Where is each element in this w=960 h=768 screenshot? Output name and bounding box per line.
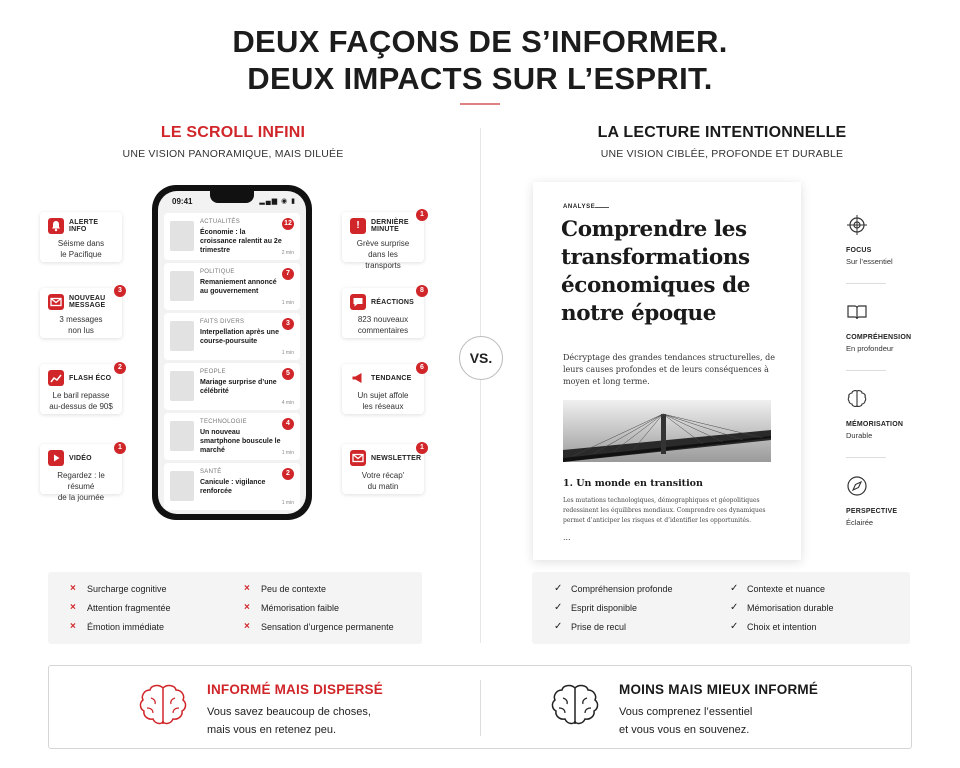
check-icon: ✓	[730, 602, 739, 613]
summary-right	[619, 682, 899, 739]
phone-notch	[210, 191, 254, 203]
status-icons: ▂▄▆ ◉ ▮	[259, 198, 296, 205]
feed-badge: 2	[282, 468, 294, 480]
notification-text: Un sujet affole	[357, 391, 409, 400]
notification-badge: 1	[416, 442, 428, 454]
benefit-perspective	[846, 475, 926, 527]
exclamation-icon: !	[350, 218, 366, 234]
benefit-separator	[846, 370, 886, 371]
feed-item[interactable]	[164, 313, 300, 360]
summary-right-text: Vous comprenez l’essentiel	[619, 706, 753, 718]
check-icon: ✓	[730, 621, 739, 632]
feed-item[interactable]	[164, 413, 300, 460]
list-item: ✓ Esprit disponible	[554, 602, 638, 613]
notification-text: de la journée	[57, 493, 105, 502]
feed-headline: Canicule : vigilance renforcée	[200, 479, 266, 495]
comment-icon	[350, 294, 366, 310]
feed-category: SANTÉ	[200, 469, 222, 475]
bridge-photo	[563, 400, 771, 462]
left-column-title: LE SCROLL INFINI	[160, 124, 306, 141]
brain-scattered-icon	[137, 682, 189, 730]
feed-headline: Mariage surprise d’une célébrité	[200, 379, 277, 395]
notification-title: NOUVEAU MESSAGE	[69, 295, 106, 309]
feed-thumbnail	[170, 471, 194, 501]
benefit-comprehension	[846, 301, 926, 353]
benefit-focus	[846, 214, 926, 266]
book-icon	[846, 301, 868, 323]
article-kicker: ANALYSE	[563, 204, 596, 210]
list-item: × Sensation d’urgence permanente	[244, 621, 394, 632]
bell-icon	[48, 218, 64, 234]
title-divider	[460, 103, 500, 105]
benefit-separator	[846, 283, 886, 284]
article-card[interactable]	[533, 182, 801, 560]
notification-text: Séisme dans	[57, 239, 105, 248]
play-icon	[48, 450, 64, 466]
notification-card[interactable]	[342, 212, 424, 270]
article-deck: Décryptage des grandes tendances structurelles, de leurs causes profondes et de leurs conséquences à moyen et long terme.	[563, 353, 775, 386]
summary-left-text: mais vous en retenez peu.	[207, 724, 337, 736]
feed-thumbnail	[170, 321, 194, 351]
notification-text: au-dessus de 90$	[49, 402, 113, 411]
feed-badge: 7	[282, 268, 294, 280]
article-headline	[561, 216, 781, 328]
list-item: ✓ Choix et intention	[730, 621, 817, 632]
headline-line: notre époque	[561, 301, 716, 326]
benefit-desc: En profondeur	[846, 344, 894, 353]
notification-title: TENDANCE	[371, 374, 412, 382]
right-column-title: LA LECTURE INTENTIONNELLE	[597, 124, 847, 141]
benefit-separator	[846, 457, 886, 458]
headline-line: Comprendre les	[561, 217, 747, 242]
notification-badge: 8	[416, 285, 428, 297]
notification-text: Grève surprise	[356, 239, 410, 248]
left-column-subtitle: UNE VISION PANORAMIQUE, MAIS DILUÉE	[122, 148, 344, 160]
list-item: × Mémorisation faible	[244, 602, 340, 613]
summary-box	[48, 665, 912, 749]
notification-text: les réseaux	[362, 402, 404, 411]
feed-thumbnail	[170, 421, 194, 451]
notification-title: FLASH ÉCO	[69, 374, 112, 382]
notification-badge: 2	[114, 362, 126, 374]
feed-time: 4 min	[281, 400, 294, 406]
notification-card[interactable]	[40, 212, 122, 262]
news-feed[interactable]	[164, 213, 300, 510]
article-section-title: 1. Un monde en transition	[563, 478, 703, 489]
notification-title: DERNIÈRE MINUTE	[371, 219, 409, 233]
list-item: ✓ Prise de recul	[554, 621, 627, 632]
feed-badge: 3	[282, 318, 294, 330]
list-item: ✓ Contexte et nuance	[730, 583, 826, 594]
drawbacks-list	[48, 572, 422, 644]
benefit-memorisation	[846, 388, 926, 440]
summary-right-title: MOINS MAIS MIEUX INFORMÉ	[619, 682, 819, 697]
feed-category: TECHNOLOGIE	[200, 419, 247, 425]
kicker-line	[595, 207, 609, 208]
notification-title: VIDÉO	[69, 454, 92, 462]
feed-time: 1 min	[281, 450, 294, 456]
feed-item[interactable]	[164, 363, 300, 410]
chart-icon	[48, 370, 64, 386]
notification-text: 3 messages	[59, 315, 103, 324]
notification-text: commentaires	[357, 326, 409, 335]
notification-text: 823 nouveaux	[357, 315, 409, 324]
notification-badge: 3	[114, 285, 126, 297]
right-column-subtitle: UNE VISION CIBLÉE, PROFONDE ET DURABLE	[600, 148, 844, 160]
summary-divider	[480, 680, 481, 736]
feed-category: POLITIQUE	[200, 269, 235, 275]
main-title-line-2: DEUX IMPACTS SUR L’ESPRIT.	[247, 61, 713, 96]
feed-headline: Remaniement annoncé au gouvernement	[200, 279, 277, 295]
notification-card[interactable]	[40, 288, 122, 338]
feed-thumbnail	[170, 221, 194, 251]
notification-badge: 1	[114, 442, 126, 454]
feed-item[interactable]	[164, 463, 300, 510]
notification-text: Votre récap'	[361, 471, 405, 480]
notification-badge: 6	[416, 362, 428, 374]
notification-text: Regardez : le résumé	[57, 471, 105, 491]
phone-time: 09:41	[172, 197, 193, 206]
check-icon: ✓	[554, 583, 563, 594]
notification-badge: 1	[416, 209, 428, 221]
megaphone-icon	[350, 370, 366, 386]
cross-icon: ×	[244, 583, 250, 594]
cross-icon: ×	[244, 621, 250, 632]
notification-text: non lus	[68, 326, 94, 335]
advantages-list	[532, 572, 910, 644]
feed-thumbnail	[170, 271, 194, 301]
notification-title: RÉACTIONS	[371, 298, 415, 306]
feed-badge: 5	[282, 368, 294, 380]
notification-card[interactable]	[40, 444, 122, 502]
list-item: ✓ Mémorisation durable	[730, 602, 834, 613]
benefit-desc: Sur l’essentiel	[846, 257, 893, 266]
feed-time: 1 min	[281, 350, 294, 356]
feed-item[interactable]	[164, 213, 300, 260]
column-divider	[480, 128, 481, 643]
benefit-label: PERSPECTIVE	[846, 508, 898, 515]
check-icon: ✓	[554, 621, 563, 632]
cross-icon: ×	[70, 583, 76, 594]
smartphone	[152, 185, 312, 520]
article-ellipsis: ...	[563, 532, 571, 542]
feed-time: 1 min	[281, 300, 294, 306]
feed-headline: Interpellation après une course-poursuite	[200, 329, 279, 345]
check-icon: ✓	[554, 602, 563, 613]
check-icon: ✓	[730, 583, 739, 594]
summary-right-text: et vous vous en souvenez.	[619, 724, 750, 736]
list-item: × Émotion immédiate	[70, 621, 165, 632]
feed-time: 1 min	[281, 500, 294, 506]
benefit-desc: Éclairée	[846, 518, 874, 527]
notification-card[interactable]	[40, 364, 122, 414]
target-icon	[846, 214, 868, 236]
feed-thumbnail	[170, 371, 194, 401]
summary-left-text: Vous savez beaucoup de choses,	[207, 706, 371, 718]
notification-card[interactable]	[342, 288, 424, 338]
feed-headline: Un nouveau smartphone bouscule le marché	[200, 429, 281, 454]
notification-title: ALERTE INFO	[69, 219, 99, 233]
main-title-line-1: DEUX FAÇONS DE S’INFORMER.	[232, 24, 728, 59]
notification-text: le Pacifique	[60, 250, 102, 259]
notification-text: Le baril repasse	[52, 391, 110, 400]
feed-item[interactable]	[164, 263, 300, 310]
summary-left-title: INFORMÉ MAIS DISPERSÉ	[207, 682, 383, 697]
feed-time: 2 min	[281, 250, 294, 256]
notification-title: NEWSLETTER	[371, 454, 422, 462]
cross-icon: ×	[70, 621, 76, 632]
cross-icon: ×	[70, 602, 76, 613]
notification-text: dans les transports	[365, 250, 401, 270]
notification-card[interactable]	[342, 364, 424, 414]
feed-badge: 4	[282, 418, 294, 430]
benefit-desc: Durable	[846, 431, 873, 440]
mail-icon	[48, 294, 64, 310]
brain-icon	[846, 388, 868, 410]
phone-screen[interactable]	[158, 191, 306, 514]
feed-category: PEOPLE	[200, 369, 226, 375]
list-item: × Surcharge cognitive	[70, 583, 167, 594]
feed-headline: Économie : la croissance ralentit au 2e trimestre	[200, 229, 282, 254]
article-body: Les mutations technologiques, démographiques et géopolitiques redessinent les équilibres mondiaux. Comprendre ces dynamiques permet d’anticiper les risques et d’identifier les opportunités.	[563, 497, 766, 524]
compass-icon	[846, 475, 868, 497]
feed-category: ACTUALITÉS	[200, 219, 241, 225]
list-item: × Attention fragmentée	[70, 602, 171, 613]
headline-line: transformations	[561, 245, 750, 270]
benefit-label: COMPRÉHENSION	[846, 334, 912, 341]
brain-focused-icon	[549, 682, 601, 730]
cross-icon: ×	[244, 602, 250, 613]
benefit-label: FOCUS	[846, 247, 872, 254]
vs-circle: VS.	[459, 336, 503, 380]
benefit-label: MÉMORISATION	[846, 421, 904, 428]
headline-line: économiques de	[561, 273, 751, 298]
feed-category: FAITS DIVERS	[200, 319, 245, 325]
summary-left	[207, 682, 467, 739]
list-item: ✓ Compréhension profonde	[554, 583, 673, 594]
feed-badge: 12	[282, 218, 294, 230]
envelope-icon	[350, 450, 366, 466]
list-item: × Peu de contexte	[244, 583, 327, 594]
notification-card[interactable]	[342, 444, 424, 494]
notification-text: du matin	[367, 482, 399, 491]
